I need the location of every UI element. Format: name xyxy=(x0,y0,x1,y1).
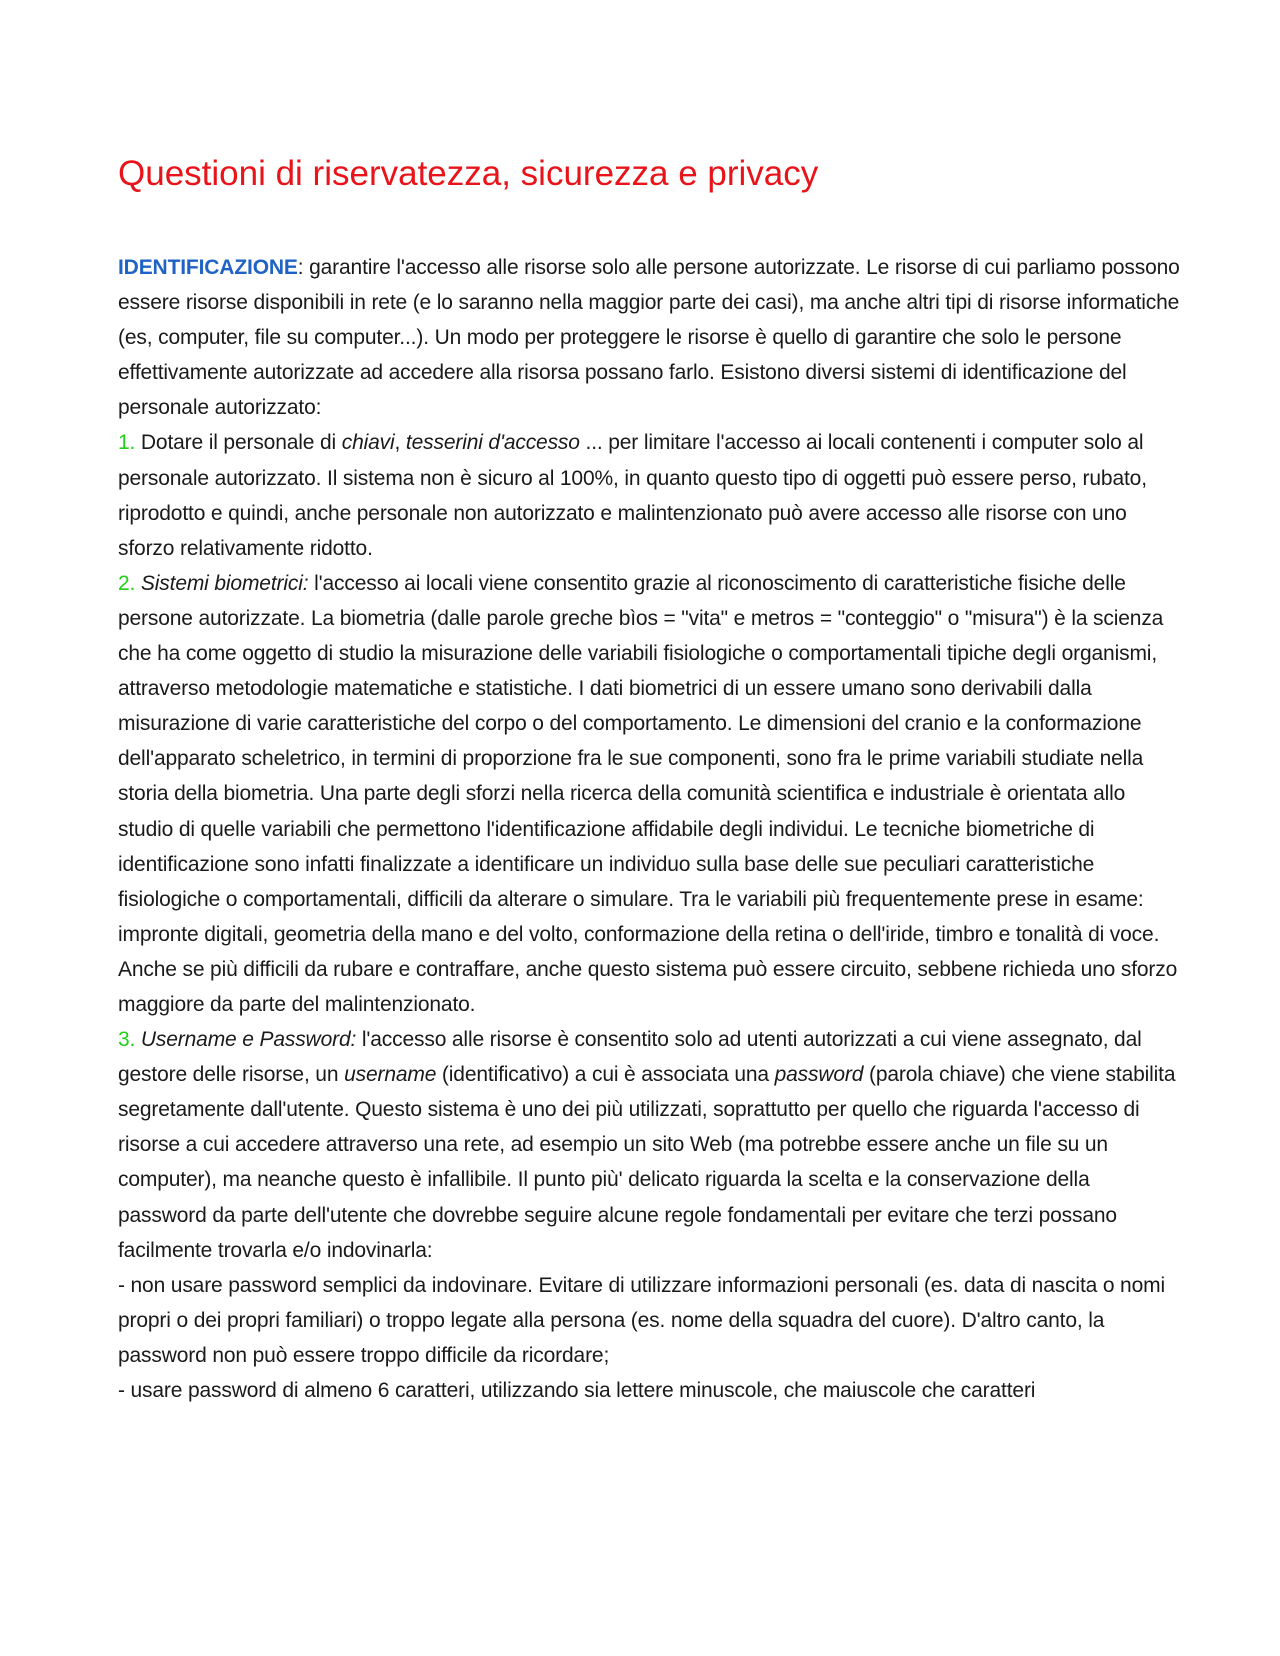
document-body xyxy=(118,250,1180,1408)
item2-em-heading: Sistemi biometrici: xyxy=(140,571,309,595)
item1-text-b: , xyxy=(394,431,406,455)
password-rule-1: - non usare password semplici da indovinare. Evitare di utilizzare informazioni personali (es. data di nascita o nomi propri o dei propri familiari) o troppo legate alla persona (es. nome della squadra del cuore). D'altro canto, la password non può essere troppo difficile da ricordare; xyxy=(118,1273,1165,1367)
page-title: Questioni di riservatezza, sicurezza e privacy xyxy=(118,154,819,193)
list-number-1: 1. xyxy=(118,431,136,455)
intro-text: : garantire l'accesso alle risorse solo alle persone autorizzate. Le risorse di cui parliamo possono essere risorse disponibili in rete (e lo saranno nella maggior parte dei casi), ma anche altri tipi di risorse informatiche (es, computer, file su computer...). Un modo per proteggere le risorse è quello di garantire che solo le persone effettivamente autorizzate ad accedere alla risorsa possano farlo. Esistono diversi sistemi di identificazione del personale autorizzato: xyxy=(118,256,1180,420)
intro-paragraph xyxy=(118,250,1180,425)
item1-text-a: Dotare il personale di xyxy=(135,431,342,455)
item3-text-a: l'accesso alle risorse è consentito solo ad utenti autorizzati a cui viene assegnato, dal gestore delle risorse, un xyxy=(118,1028,1142,1087)
list-number-3: 3. xyxy=(118,1028,136,1052)
item3-em-username: username xyxy=(344,1063,437,1087)
list-number-2: 2. xyxy=(118,571,136,595)
list-item-1 xyxy=(118,425,1180,565)
item1-text-c: ... per limitare l'accesso ai locali contenenti i computer solo al personale autorizzato. Il sistema non è sicuro al 100%, in quanto questo tipo di oggetti può essere perso, rubato, riprodotto e quindi, anche personale non autorizzato e malintenzionato può avere accesso alle risorse con uno sforzo relativamente ridotto. xyxy=(118,431,1147,560)
item3-em-password: password xyxy=(774,1063,864,1087)
item3-text-b: (identificativo) a cui è associata una xyxy=(436,1063,775,1087)
list-item-3 xyxy=(118,1022,1180,1268)
item3-em-heading: Username e Password: xyxy=(140,1028,357,1052)
item2-text: l'accesso ai locali viene consentito grazie al riconoscimento di caratteristiche fisiche delle persone autorizzate. La biometria (dalle parole greche bìos = "vita" e metros = "conteggio" o "misura") è la scienza che ha come oggetto di studio la misurazione delle variabili fisiologiche o comportamentali tipiche degli organismi, attraverso metodologie matematiche e statistiche. I dati biometrici di un essere umano sono derivabili dalla misurazione di varie caratteristiche del corpo o del comportamento. Le dimensioni del cranio e la conformazione dell'apparato scheletrico, in termini di proporzione fra le sue componenti, sono fra le prime variabili studiate nella storia della biometria. Una parte degli sforzi nella ricerca della comunità scientifica e industriale è orientata allo studio di quelle variabili che permettono l'identificazione affidabile degli individui. Le tecniche biometriche di identificazione sono infatti finalizzate a identificare un individuo sulla base delle sue peculiari caratteristiche fisiologiche o comportamentali, difficili da alterare o simulare. Tra le variabili più frequentemente prese in esame: impronte digitali, geometria della mano e del volto, conformazione della retina o dell'iride, timbro e tonalità di voce. Anche se più difficili da rubare e contraffare, anche questo sistema può essere circuito, sebbene richieda uno sforzo maggiore da parte del malintenzionato. xyxy=(118,571,1178,1016)
password-rule-2: - usare password di almeno 6 caratteri, utilizzando sia lettere minuscole, che maiuscole che caratteri xyxy=(118,1379,1036,1402)
item1-em-tesserini: tesserini d'accesso xyxy=(405,431,580,455)
keyword-identificazione: IDENTIFICAZIONE xyxy=(118,256,298,279)
list-item-2 xyxy=(118,566,1180,1022)
item1-em-chiavi: chiavi xyxy=(341,431,395,455)
item3-text-c: (parola chiave) che viene stabilita segretamente dall'utente. Questo sistema è uno dei più utilizzati, soprattutto per quello che riguarda l'accesso di risorse a cui accedere attraverso una rete, ad esempio un sito Web (ma potrebbe essere anche un file su un computer), ma neanche questo è infallibile. Il punto più' delicato riguarda la scelta e la conservazione della password da parte dell'utente che dovrebbe seguire alcune regole fondamentali per evitare che terzi possano facilmente trovarla e/o indovinarla: xyxy=(118,1063,1176,1262)
